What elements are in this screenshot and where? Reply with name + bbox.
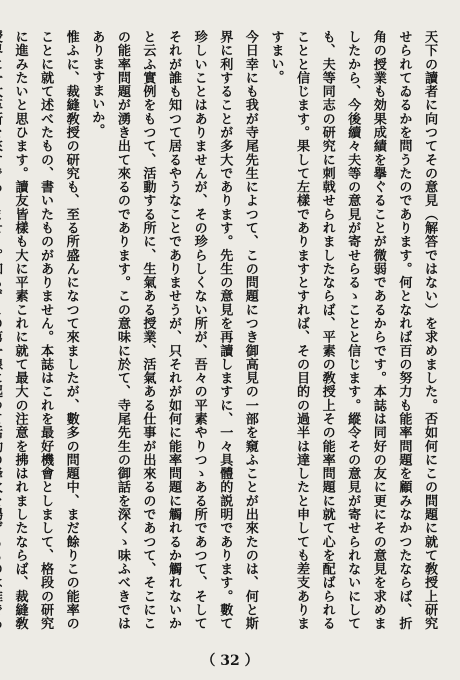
paragraph-1: 天下の讀者に向つてその意見（解答ではない）を求めました。否如何にこの問題に就て敎授上研究せられてゐるかを問うたのであります。何となれば百の努力も能率問題を顧みなかつたならば、折角の授業も効果成績を擧ぐることが微弱であるからです。本誌は同好の友に更にその意見を求めましたから、今後續々夫等の意見が寄せらるゝことと信じます。縱令その意見が寄せられないにしても、夫等同志の研究に刺戟せられましたならば、平素の敎授上その能率問題に就て心を配ばられることと信じます。果して左樣でありますとすれば、その目的の過半は達したと申しても差支ありますまい。 bbox=[268, 30, 437, 630]
paragraph-3: 惟ふに、裁縫敎授の研究も、至る所盛んになつて來ましたが、數多の問題中、まだ餘りこの能率のことに就て述べたもの、書いたものがありません。本誌はこれを最好機會としまして、格段の研究に進みたいと思ひます。讀友皆樣も大に平素これに就て最大の注意を拂はれましたならば、裁縫敎 bbox=[12, 30, 79, 630]
page-number: （ 32 ） bbox=[201, 653, 259, 669]
paragraph-2: 今日幸にも我が寺尾先生によつて、この問題につき御高見の一部を窺ふことが出來たのは、何と斯界に利することが多大であります。先生の意見を再讀しますに、一々具體的説明であります。數て珍しいことはありませんが、その珍らしくない所が、吾々の平素やりつゝある所であつて、そしてそれが誰も知つて居るやうなことでありませうが、只それが如何に能率問題に觸れるか觸れないかと云ふ實例をもつて、活動する所に、生氣ある授業、活氣ある仕事が出來るのであつて、そこにこの能率問題が湧き出て來るのであります。この意味に於て、寺尾先生の御話を深くゝ味ふべきではありますまいか。 bbox=[89, 30, 258, 630]
body-text bbox=[10, 30, 442, 630]
